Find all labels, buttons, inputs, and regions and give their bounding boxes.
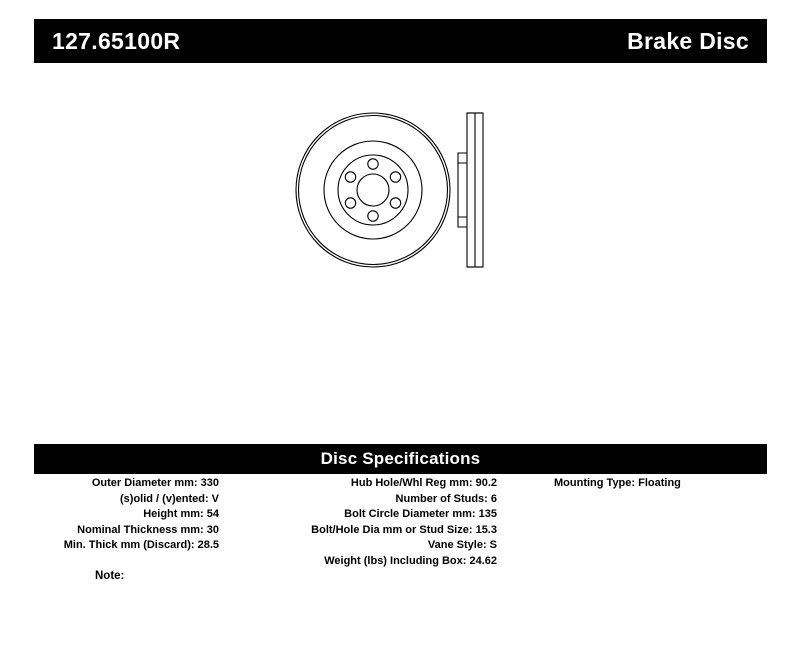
- note-label: Note:: [95, 570, 125, 582]
- spec-item: Bolt Circle Diameter mm: 135: [344, 508, 497, 520]
- spec-item: Hub Hole/Whl Reg mm: 90.2: [350, 477, 497, 489]
- rotor-outer-edge: [296, 113, 450, 267]
- bolt-hole: [390, 172, 400, 182]
- part-number: 127.65100R: [52, 27, 181, 54]
- bolt-hole: [368, 159, 378, 169]
- spec-item: Height mm: 54: [143, 508, 219, 520]
- spec-column-left: [34, 476, 219, 554]
- rotor-hat-edge: [338, 155, 408, 225]
- bolt-hole: [368, 211, 378, 221]
- spec-column-right: [554, 476, 767, 492]
- bolt-hole: [345, 198, 355, 208]
- spec-item: Bolt/Hole Dia mm or Stud Size: 15.3: [311, 523, 497, 536]
- spec-item: Mounting Type: Floating: [554, 477, 681, 489]
- spec-item: Min. Thick mm (Discard): 28.5: [63, 539, 219, 551]
- rotor-friction-inner-edge: [324, 141, 422, 239]
- spec-item: Nominal Thickness mm: 30: [77, 523, 219, 536]
- spec-item: Weight (lbs) Including Box: 24.62: [324, 554, 497, 567]
- bolt-hole: [345, 172, 355, 182]
- disc-specifications-title: Disc Specifications: [320, 449, 481, 468]
- brake-disc-drawing: [280, 95, 560, 285]
- rotor-hub-hole: [357, 174, 389, 206]
- spec-item: (s)olid / (v)ented: V: [120, 492, 219, 505]
- page-title: Brake Disc: [627, 27, 749, 54]
- specifications: [34, 476, 767, 586]
- spec-column-middle: [239, 476, 497, 569]
- bolt-hole: [390, 198, 400, 208]
- spec-item: Vane Style: S: [427, 539, 497, 551]
- rotor-side-view: [458, 113, 483, 267]
- spec-item: Number of Studs: 6: [395, 492, 497, 505]
- spec-item: Outer Diameter mm: 330: [91, 477, 219, 489]
- rotor-outer-edge-inner: [299, 116, 448, 265]
- disc-specifications-bar: [34, 444, 767, 474]
- header-bar: [34, 19, 767, 63]
